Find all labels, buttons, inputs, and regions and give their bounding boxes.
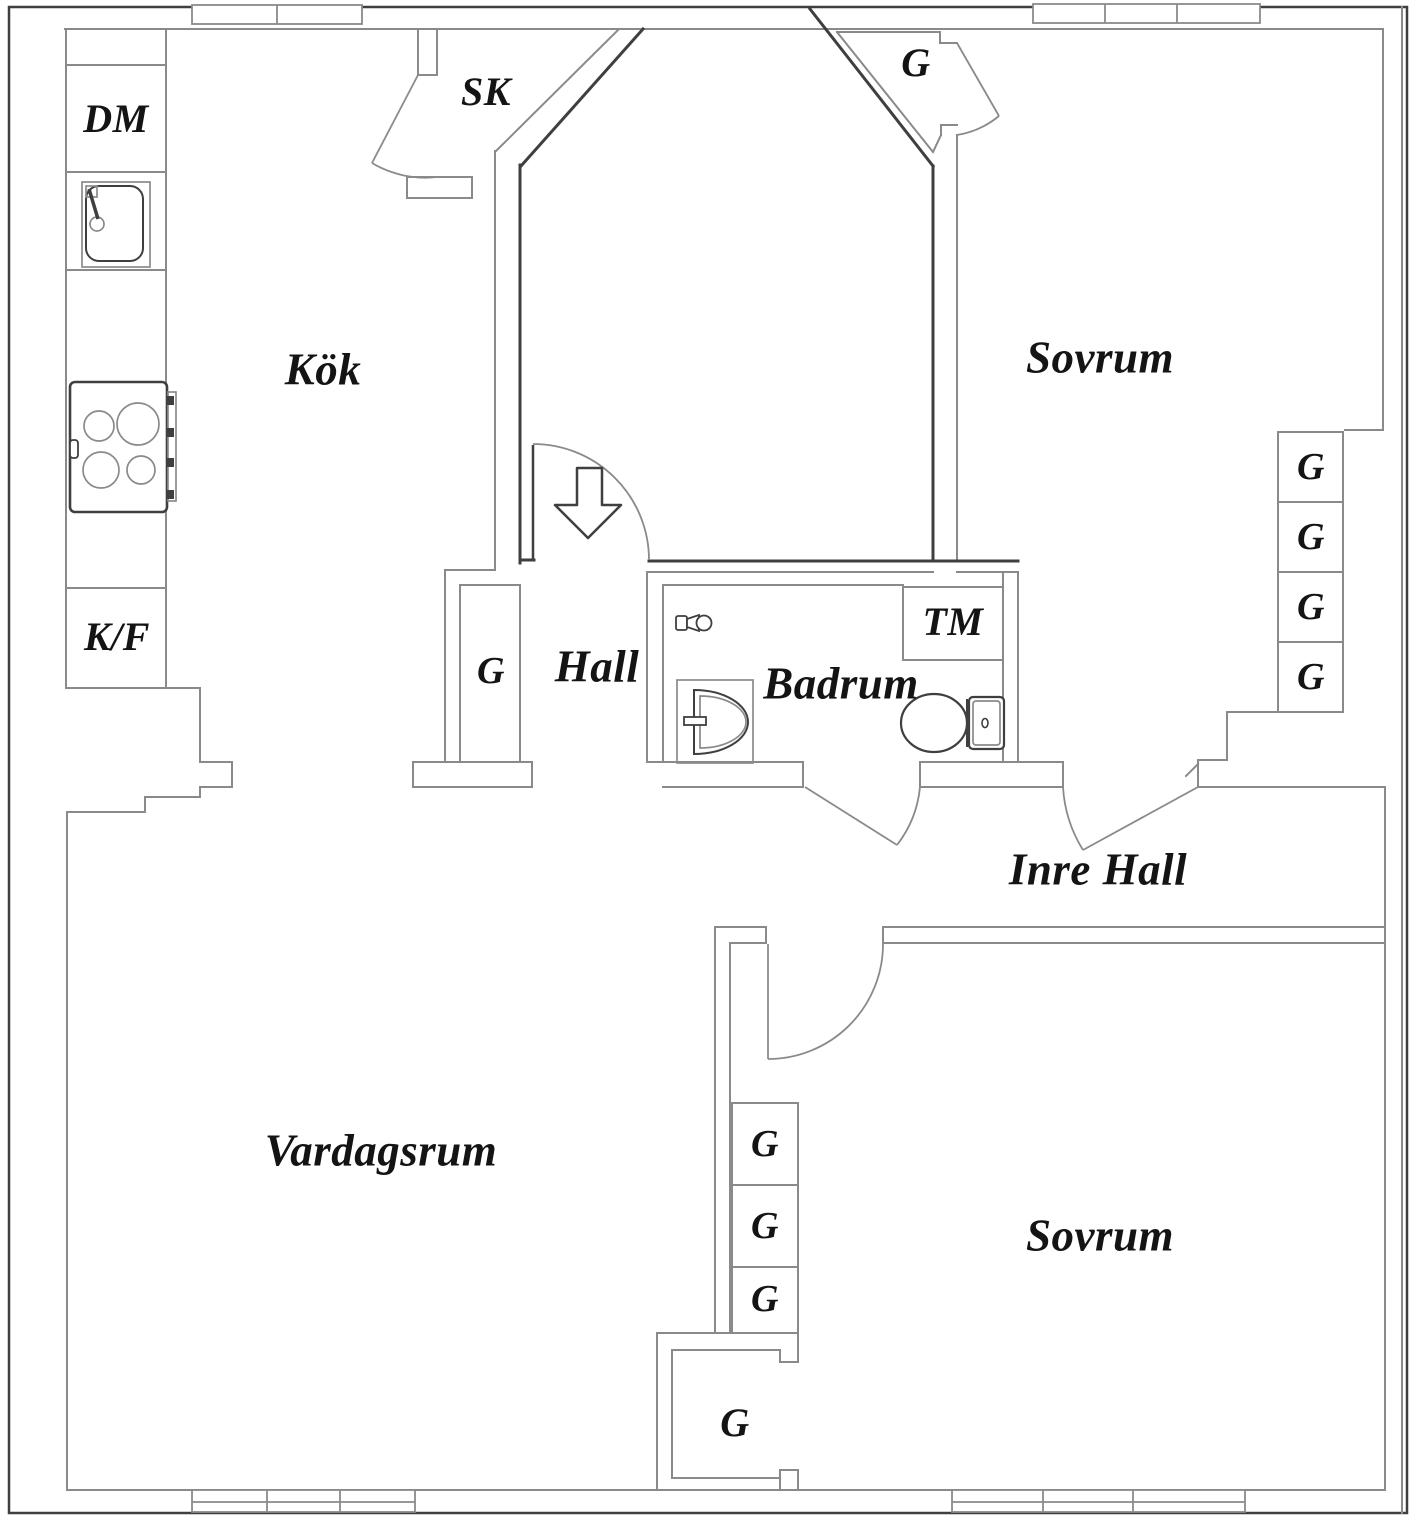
label-g-right-4: G (1297, 656, 1325, 698)
door-swing-arc (897, 787, 920, 845)
interior-walls (65, 7, 1402, 1513)
window-symbol (1033, 4, 1260, 23)
label-g-top: G (901, 40, 931, 85)
door-swing-arc (768, 944, 883, 1059)
entrance-arrow-icon (555, 468, 621, 538)
label-vardagsrum: Vardagsrum (264, 1125, 498, 1176)
door-leaf (1083, 787, 1198, 850)
label-g-right-1: G (1297, 446, 1325, 488)
kitchen-sink-icon (82, 182, 150, 267)
door-leaf (957, 43, 999, 116)
label-g-mid-2: G (751, 1205, 779, 1247)
label-kok: Kök (284, 344, 362, 395)
door-leaf (372, 75, 418, 163)
label-sk: SK (461, 69, 511, 114)
washbasin-icon (677, 680, 753, 763)
window-symbol (192, 1490, 415, 1512)
window-symbol (952, 1490, 1245, 1512)
windows (192, 4, 1260, 1512)
label-sovrum-bottom: Sovrum (1025, 1210, 1175, 1261)
door-leaf (805, 787, 897, 845)
label-g-mid-3: G (751, 1278, 779, 1320)
door-swing-arc (1063, 787, 1083, 850)
label-g-right-2: G (1297, 516, 1325, 558)
stove-icon (70, 382, 176, 512)
label-sovrum-top: Sovrum (1025, 332, 1175, 383)
label-g-hall: G (477, 650, 505, 692)
label-kf: K/F (84, 614, 150, 659)
label-badrum: Badrum (763, 658, 919, 709)
label-inre-hall: Inre Hall (1008, 844, 1188, 895)
label-dm: DM (83, 96, 149, 141)
door-swing-arc (957, 116, 999, 135)
label-tm: TM (922, 599, 984, 644)
label-g-mid-1: G (751, 1123, 779, 1165)
label-g-bottom: G (720, 1400, 750, 1445)
door-swing-arc (372, 163, 437, 178)
shower-head-icon (676, 615, 712, 631)
label-hall: Hall (554, 641, 640, 692)
label-g-right-3: G (1297, 586, 1325, 628)
